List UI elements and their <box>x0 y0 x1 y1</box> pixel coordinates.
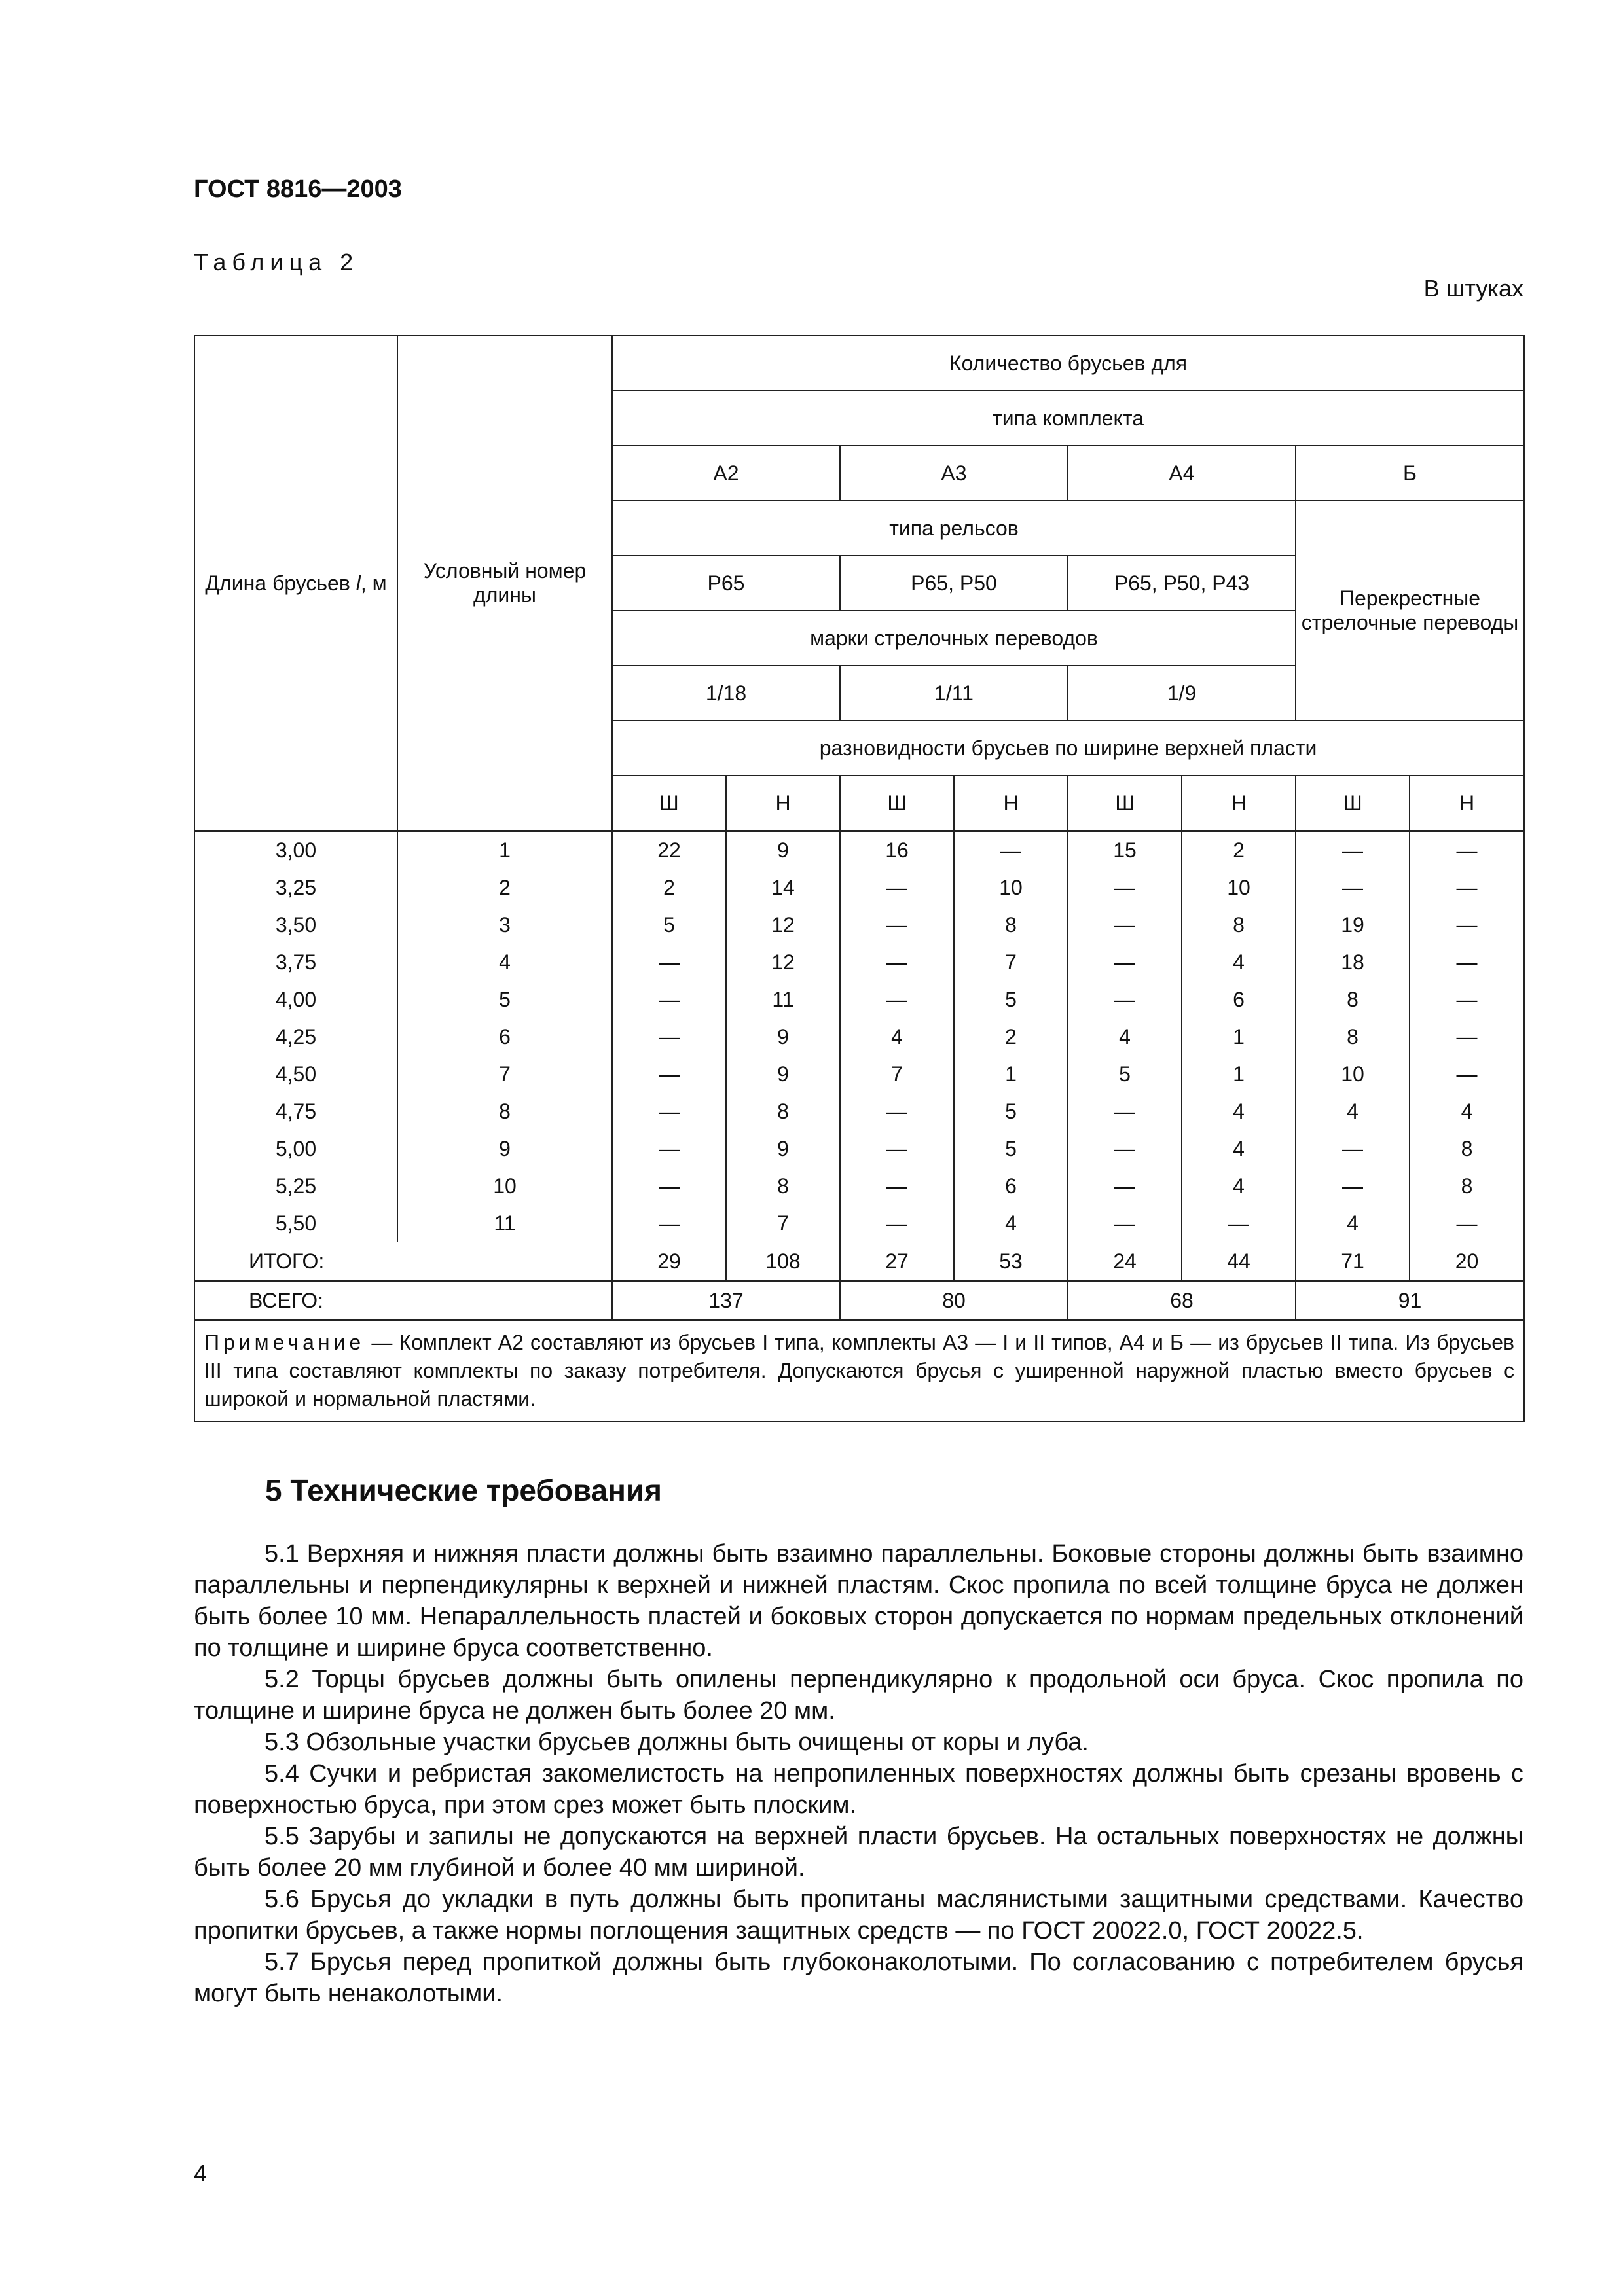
note-row <box>194 1320 1524 1422</box>
table-cell: — <box>1068 906 1182 944</box>
section-body <box>194 1538 1523 2009</box>
total-cell: 44 <box>1182 1242 1296 1281</box>
header-mark: 1/18 <box>612 666 840 721</box>
table-cell: 5 <box>397 981 612 1018</box>
paragraph: 5.2 Торцы брусьев должны быть опилены перпендикулярно к продольной оси бруса. Скос пропила по толщине и ширине бруса не должен быть более 20 мм. <box>194 1666 1523 1725</box>
grand-total-cell: 137 <box>612 1281 840 1320</box>
table-cell: 5,50 <box>194 1205 397 1242</box>
table-row <box>194 1168 1524 1205</box>
table-row <box>194 1093 1524 1130</box>
table-cell: — <box>1068 1093 1182 1130</box>
table-cell: — <box>1296 831 1410 870</box>
table-cell: — <box>1296 1168 1410 1205</box>
table-cell: — <box>612 944 726 981</box>
header-mark: 1/11 <box>840 666 1068 721</box>
table-cell: — <box>840 906 954 944</box>
table-cell: 5 <box>612 906 726 944</box>
table-cell: 15 <box>1068 831 1182 870</box>
table-cell: 8 <box>1296 1018 1410 1056</box>
grand-total-row <box>194 1281 1524 1320</box>
table-cell: 1 <box>1182 1018 1296 1056</box>
table-row <box>194 1018 1524 1056</box>
header-sub: Н <box>1182 776 1296 831</box>
section-title: 5 Технические требования <box>265 1473 662 1507</box>
table-cell: — <box>840 1168 954 1205</box>
table-cell: 8 <box>397 1093 612 1130</box>
paragraph: 5.3 Обзольные участки брусьев должны быть очищены от коры и луба. <box>264 1729 1089 1756</box>
header-switch-marks: марки стрелочных переводов <box>612 611 1296 666</box>
table-cell: — <box>612 1130 726 1168</box>
table-cell: — <box>1410 981 1524 1018</box>
table-cell: 6 <box>954 1168 1068 1205</box>
total-cell: 71 <box>1296 1242 1410 1281</box>
table-cell: 5 <box>1068 1056 1182 1093</box>
table-cell: — <box>612 1168 726 1205</box>
paragraph: 5.7 Брусья перед пропиткой должны быть глубоконаколотыми. По согласованию с потребителем брусья могут быть ненаколотыми. <box>194 1948 1523 2007</box>
note-text: — Комплект А2 составляют из брусьев I типа, комплекты А3 — I и II типов, А4 и Б — из брусьев II типа. Из брусьев III типа составляют комплекты по заказу потребителя. Допускаются брусья с уширенной наружной пластью вместо брусьев с широкой и нормальной пластями. <box>204 1331 1515 1410</box>
table-cell: 9 <box>726 1056 840 1093</box>
table-cell: — <box>1410 944 1524 981</box>
table-row <box>194 1130 1524 1168</box>
table-cell: 10 <box>397 1168 612 1205</box>
table-cell: 7 <box>397 1056 612 1093</box>
table-row <box>194 944 1524 981</box>
table-cell: 19 <box>1296 906 1410 944</box>
table-cell: 8 <box>726 1168 840 1205</box>
table-cell: 4 <box>840 1018 954 1056</box>
table-cell: 7 <box>954 944 1068 981</box>
header-rail: Р65 <box>612 556 840 611</box>
table-cell: 4 <box>1182 1093 1296 1130</box>
table-cell: 3,75 <box>194 944 397 981</box>
table-cell: 8 <box>726 1093 840 1130</box>
table-cell: — <box>1410 1205 1524 1242</box>
table-body <box>194 831 1524 1243</box>
table-cell: 4 <box>1182 1130 1296 1168</box>
header-rail: Р65, Р50 <box>840 556 1068 611</box>
table-cell: 4 <box>954 1205 1068 1242</box>
header-count-for: Количество брусьев для <box>612 336 1524 391</box>
table-cell: 4 <box>1182 944 1296 981</box>
table-cell: 1 <box>954 1056 1068 1093</box>
table-cell: 18 <box>1296 944 1410 981</box>
table-cell: 14 <box>726 869 840 906</box>
table-cell: — <box>840 869 954 906</box>
table-cell: 9 <box>726 831 840 870</box>
table-cell: 8 <box>954 906 1068 944</box>
table-cell: 12 <box>726 906 840 944</box>
table-cell: 4,75 <box>194 1093 397 1130</box>
table-cell: — <box>1410 869 1524 906</box>
header-sub: Н <box>954 776 1068 831</box>
table-cell: 8 <box>1296 981 1410 1018</box>
table-cell: 6 <box>397 1018 612 1056</box>
brus-count-table <box>194 335 1525 1422</box>
table-cell: — <box>1410 1056 1524 1093</box>
table-cell: 2 <box>612 869 726 906</box>
table-cell: — <box>1410 906 1524 944</box>
table-cell: — <box>1068 1130 1182 1168</box>
header-kit: А4 <box>1068 446 1296 501</box>
table-cell: — <box>1410 1018 1524 1056</box>
grand-total-cell: 68 <box>1068 1281 1296 1320</box>
table-cell: 3,00 <box>194 831 397 870</box>
table-cell: 2 <box>1182 831 1296 870</box>
table-cell: 10 <box>1182 869 1296 906</box>
table-cell: — <box>840 1130 954 1168</box>
table-cell: 4 <box>1068 1018 1182 1056</box>
table-cell: — <box>1296 869 1410 906</box>
header-kit: Б <box>1296 446 1524 501</box>
table-cell: — <box>840 1093 954 1130</box>
grand-total-cell: 91 <box>1296 1281 1524 1320</box>
table-units: В штуках <box>1423 275 1523 302</box>
table-note <box>194 1320 1524 1422</box>
table-cell: 5 <box>954 1093 1068 1130</box>
table-cell: 9 <box>726 1018 840 1056</box>
table-cell: 4,50 <box>194 1056 397 1093</box>
header-sub: Н <box>1410 776 1524 831</box>
paragraph: 5.6 Брусья до укладки в путь должны быть пропитаны маслянистыми защитными средствами. Качество пропитки брусьев, а также нормы поглощения защитных средств — по ГОСТ 20022.0, ГОСТ 20022.5. <box>194 1886 1523 1945</box>
table-row <box>194 906 1524 944</box>
document-id: ГОСТ 8816—2003 <box>194 175 402 203</box>
table-cell: 5,00 <box>194 1130 397 1168</box>
table-cell: — <box>840 944 954 981</box>
total-cell: 29 <box>612 1242 726 1281</box>
table-cell: 11 <box>726 981 840 1018</box>
header-sub: Ш <box>1296 776 1410 831</box>
table-row <box>194 1205 1524 1242</box>
table-cell: 1 <box>1182 1056 1296 1093</box>
table-cell: 8 <box>1410 1130 1524 1168</box>
header-kit-type: типа комплекта <box>612 391 1524 446</box>
table-cell: — <box>1068 869 1182 906</box>
table-cell: — <box>1296 1130 1410 1168</box>
table-row <box>194 981 1524 1018</box>
table-cell: 7 <box>840 1056 954 1093</box>
table-cell: 8 <box>1182 906 1296 944</box>
table-cell: — <box>954 831 1068 870</box>
page-number: 4 <box>194 2160 208 2187</box>
table-row <box>194 831 1524 870</box>
grand-total-cell: 80 <box>840 1281 1068 1320</box>
total-cell: 108 <box>726 1242 840 1281</box>
header-varieties: разновидности брусьев по ширине верхней пласти <box>612 721 1524 776</box>
table-cell: 2 <box>954 1018 1068 1056</box>
table-label: Таблица 2 <box>194 249 359 276</box>
header-mark: 1/9 <box>1068 666 1296 721</box>
header-rail: Р65, Р50, Р43 <box>1068 556 1296 611</box>
note-label: Примечание <box>204 1331 365 1354</box>
table-cell: 9 <box>397 1130 612 1168</box>
totals-row <box>194 1242 1524 1281</box>
table-cell: — <box>1182 1205 1296 1242</box>
table-cell: 4 <box>1296 1093 1410 1130</box>
totals-label: ИТОГО: <box>194 1242 612 1281</box>
header-length: Длина брусьев l, м <box>194 336 397 831</box>
table-cell: 3,25 <box>194 869 397 906</box>
table-cell: 11 <box>397 1205 612 1242</box>
table-row <box>194 869 1524 906</box>
table-cell: 5 <box>954 1130 1068 1168</box>
table-cell: — <box>1068 981 1182 1018</box>
table-cell: 4 <box>1296 1205 1410 1242</box>
total-cell: 27 <box>840 1242 954 1281</box>
table-cell: — <box>1068 944 1182 981</box>
table-cell: 10 <box>1296 1056 1410 1093</box>
paragraph: 5.1 Верхняя и нижняя пласти должны быть взаимно параллельны. Боковые стороны должны быть взаимно параллельны и перпендикулярны к верхней и нижней пластям. Скос пропила по всей толщине бруса не должен быть более 10 мм. Непараллельность пластей и боковых сторон допускается по нормам предельных отклонений по толщине и ширине бруса соответственно. <box>194 1540 1523 1662</box>
table-cell: 8 <box>1410 1168 1524 1205</box>
header-sub: Ш <box>612 776 726 831</box>
table-cell: 4,00 <box>194 981 397 1018</box>
table-cell: 12 <box>726 944 840 981</box>
table-cell: 6 <box>1182 981 1296 1018</box>
table-cell: — <box>840 1205 954 1242</box>
table-cell: 22 <box>612 831 726 870</box>
table-row <box>194 1056 1524 1093</box>
table-cell: 3,50 <box>194 906 397 944</box>
table-cell: — <box>612 981 726 1018</box>
table-cell: 1 <box>397 831 612 870</box>
header-rail-type: типа рельсов <box>612 501 1296 556</box>
header-kit: А3 <box>840 446 1068 501</box>
paragraph: 5.5 Зарубы и запилы не допускаются на верхней пласти брусьев. На остальных поверхностях не должны быть более 20 мм глубиной и более 40 мм шириной. <box>194 1823 1523 1882</box>
table-cell: 3 <box>397 906 612 944</box>
total-cell: 53 <box>954 1242 1068 1281</box>
table-cell: 5,25 <box>194 1168 397 1205</box>
header-crossings: Перекрестные стрелочные переводы <box>1296 501 1524 721</box>
table-cell: — <box>840 981 954 1018</box>
header-sub: Ш <box>840 776 954 831</box>
total-cell: 20 <box>1410 1242 1524 1281</box>
header-sub: Ш <box>1068 776 1182 831</box>
table-cell: 4 <box>1182 1168 1296 1205</box>
table-cell: — <box>612 1205 726 1242</box>
table-cell: 2 <box>397 869 612 906</box>
table-cell: 9 <box>726 1130 840 1168</box>
header-sub: Н <box>726 776 840 831</box>
table-cell: — <box>1410 831 1524 870</box>
table-cell: 5 <box>954 981 1068 1018</box>
grand-total-label: ВСЕГО: <box>194 1281 612 1320</box>
table-cell: 7 <box>726 1205 840 1242</box>
table-cell: — <box>612 1093 726 1130</box>
table-cell: — <box>612 1018 726 1056</box>
table-cell: 16 <box>840 831 954 870</box>
table-cell: — <box>1068 1205 1182 1242</box>
table-cell: 4 <box>397 944 612 981</box>
table-cell: — <box>612 1056 726 1093</box>
header-number: Условный номер длины <box>397 336 612 831</box>
header-kit: А2 <box>612 446 840 501</box>
table-cell: 10 <box>954 869 1068 906</box>
total-cell: 24 <box>1068 1242 1182 1281</box>
paragraph: 5.4 Сучки и ребристая закомелистость на непропиленных поверхностях должны быть срезаны вровень с поверхностью бруса, при этом срез может быть плоским. <box>194 1760 1523 1819</box>
table-cell: 4,25 <box>194 1018 397 1056</box>
table-cell: 4 <box>1410 1093 1524 1130</box>
table-cell: — <box>1068 1168 1182 1205</box>
